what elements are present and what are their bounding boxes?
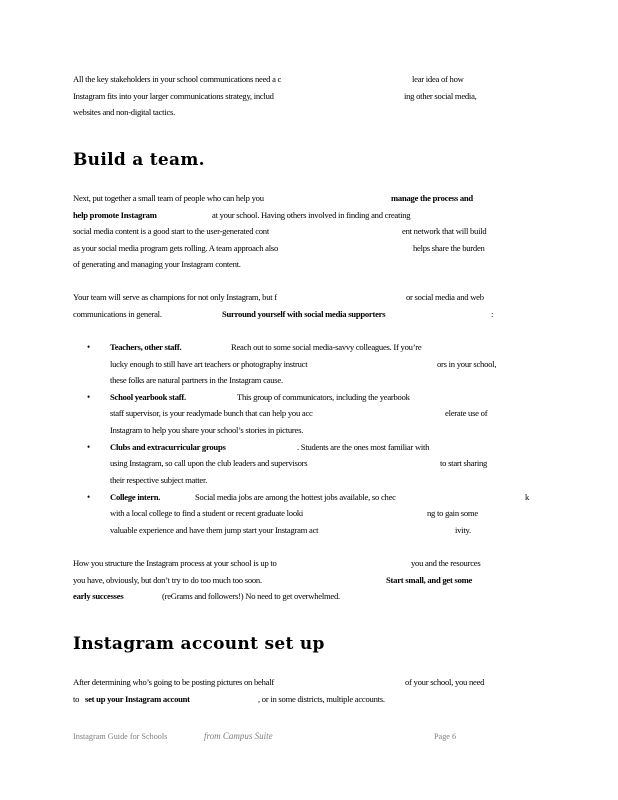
bullet-marker: • (87, 392, 91, 402)
intro-line-2b: ing other social media, (404, 91, 477, 101)
bullet-2-line-3: Instagram to help you share your school’s stories in pictures. (110, 425, 304, 435)
bullet-4-line-1a: Social media jobs are among the hottest jobs available, so chec (195, 492, 396, 502)
bullet-marker: • (87, 492, 91, 502)
bullet-4-line-1b: k (525, 492, 530, 502)
bullet-3-line-3: their respective subject matter. (110, 475, 207, 485)
bullet-marker: • (87, 442, 91, 452)
bullet-3-line-2b: to start sharing (440, 458, 488, 468)
team-p2-line-1b: or social media and web (406, 292, 484, 302)
bullet-1-title: Teachers, other staff. (110, 342, 182, 352)
account-line-2c: , or in some districts, multiple accounts. (258, 694, 385, 704)
footer-doc-title: Instagram Guide for Schools (73, 732, 168, 741)
team-p1-line-1b: manage the process and (391, 193, 473, 203)
team-p2-line-2c: : (491, 309, 494, 319)
bullet-1-line-1: Reach out to some social media-savvy colleagues. If you’re (231, 342, 422, 352)
bullet-3-line-1: . Students are the ones most familiar with (297, 442, 430, 452)
structure-line-2a: you have, obviously, but don’t try to do too much too soon. (73, 575, 262, 585)
team-p2-line-2b: Surround yourself with social media supporters (222, 309, 386, 319)
structure-line-1a: How you structure the Instagram process at your school is up to (73, 558, 277, 568)
team-p1-line-2b: at your school. Having others involved in finding and creating (212, 210, 411, 220)
team-p2-line-1a: Your team will serve as champions for not only Instagram, but f (73, 292, 277, 302)
bullet-4-line-3a: valuable experience and have them jump start your Instagram act (110, 525, 319, 535)
structure-line-2b: Start small, and get some (386, 575, 473, 585)
bullet-3-title: Clubs and extracurricular groups (110, 442, 226, 452)
team-p1-line-5: of generating and managing your Instagram content. (73, 259, 241, 269)
bullet-2-line-2b: elerate use of (445, 408, 488, 418)
team-p1-line-2a: help promote Instagram (73, 210, 157, 220)
intro-line-1a: All the key stakeholders in your school communications need a c (73, 74, 282, 84)
structure-line-3a: early successes (73, 591, 124, 601)
account-line-2a: to (73, 694, 80, 704)
footer-page-number: Page 6 (434, 732, 457, 741)
intro-line-2a: Instagram fits into your larger communications strategy, includ (73, 91, 274, 101)
bullet-4-line-3b: ivity. (455, 525, 471, 535)
intro-line-1b: lear idea of how (412, 74, 464, 84)
team-p1-line-1a: Next, put together a small team of people who can help you (73, 193, 264, 203)
footer-publisher: from Campus Suite (204, 731, 273, 741)
team-p1-line-4b: helps share the burden (413, 243, 485, 253)
team-p1-line-4a: as your social media program gets rolling. A team approach also (73, 243, 279, 253)
bullet-2-line-2a: staff supervisor, is your readymade bunch that can help you acc (110, 408, 313, 418)
bullet-1-line-2a: lucky enough to still have art teachers or photography instruct (110, 359, 308, 369)
heading-build-team: Build a team. (73, 150, 205, 170)
account-line-1b: of your school, you need (405, 677, 485, 687)
intro-line-3: websites and non-digital tactics. (73, 107, 176, 117)
account-line-1a: After determining who’s going to be posting pictures on behalf (73, 677, 274, 687)
bullet-3-line-2a: using Instagram, so call upon the club leaders and supervisors (110, 458, 308, 468)
structure-line-1b: you and the resources (411, 558, 481, 568)
structure-line-3b: (reGrams and followers!) No need to get overwhelmed. (162, 591, 340, 601)
team-p2-line-2a: communications in general. (73, 309, 162, 319)
bullet-4-title: College intern. (110, 492, 161, 502)
heading-account-setup: Instagram account set up (73, 634, 325, 654)
team-p1-line-3a: social media content is a good start to the user-generated cont (73, 226, 269, 236)
bullet-2-title: School yearbook staff. (110, 392, 186, 402)
bullet-marker: • (87, 342, 91, 352)
bullet-2-line-1: This group of communicators, including the yearbook (237, 392, 410, 402)
account-line-2b: set up your Instagram account (85, 694, 190, 704)
bullet-1-line-3: these folks are natural partners in the Instagram cause. (110, 375, 283, 385)
bullet-4-line-2a: with a local college to find a student or recent graduate looki (110, 508, 304, 518)
bullet-1-line-2b: ors in your school, (437, 359, 497, 369)
bullet-4-line-2b: ng to gain some (427, 508, 478, 518)
team-p1-line-3b: ent network that will build (402, 226, 487, 236)
